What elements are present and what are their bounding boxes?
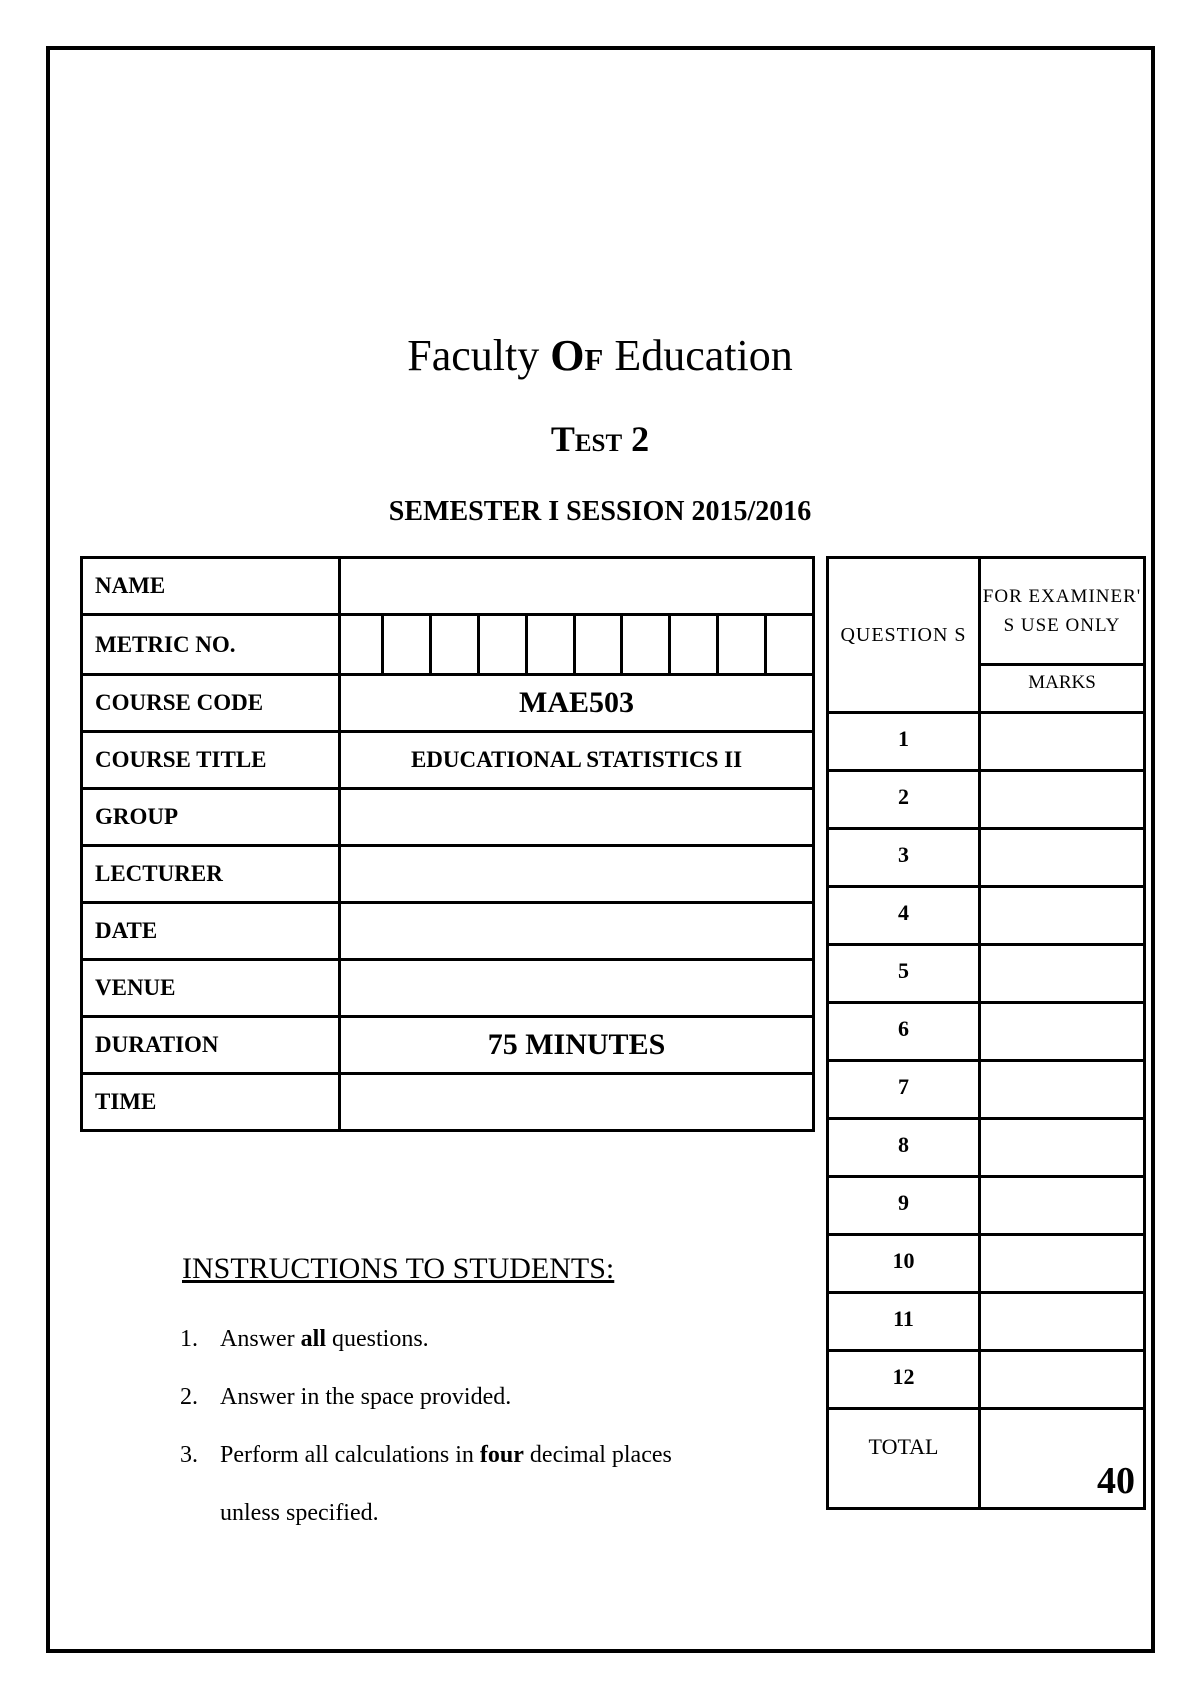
table-row — [82, 1074, 814, 1131]
instruction-text-part: decimal places — [523, 1442, 672, 1468]
marks-cell[interactable] — [980, 1061, 1145, 1119]
instruction-text-emphasis: four — [479, 1442, 524, 1468]
faculty-title-part-1: Faculty — [407, 331, 551, 380]
table-row — [828, 1293, 1145, 1351]
list-item — [180, 1310, 780, 1368]
instruction-number: 1. — [180, 1326, 198, 1352]
faculty-title — [0, 330, 1200, 381]
table-row — [82, 558, 814, 615]
question-number: 4 — [828, 887, 980, 945]
duration-label: DURATION — [82, 1017, 340, 1074]
metric-box[interactable] — [477, 616, 525, 673]
table-row — [82, 615, 814, 675]
table-row — [82, 846, 814, 903]
total-value: 40 — [980, 1409, 1145, 1509]
instruction-text-emphasis: all — [300, 1326, 326, 1352]
marks-cell[interactable] — [980, 1177, 1145, 1235]
marks-cell[interactable] — [980, 829, 1145, 887]
duration-value: 75 MINUTES — [340, 1017, 814, 1074]
metric-no-field[interactable] — [340, 615, 814, 675]
table-row — [828, 829, 1145, 887]
table-row — [82, 789, 814, 846]
table-row — [828, 771, 1145, 829]
metric-box[interactable] — [620, 616, 668, 673]
question-number: 5 — [828, 945, 980, 1003]
marks-cell[interactable] — [980, 887, 1145, 945]
instruction-text — [220, 1310, 780, 1368]
list-item — [180, 1426, 780, 1484]
faculty-title-part-3: Education — [603, 331, 793, 380]
table-row — [828, 1351, 1145, 1409]
metric-no-label: METRIC NO. — [82, 615, 340, 675]
question-number: 9 — [828, 1177, 980, 1235]
table-row — [828, 1119, 1145, 1177]
metric-box[interactable] — [381, 616, 429, 673]
student-info-table — [80, 556, 815, 1132]
date-field[interactable] — [340, 903, 814, 960]
metric-box[interactable] — [668, 616, 716, 673]
venue-field[interactable] — [340, 960, 814, 1017]
lecturer-field[interactable] — [340, 846, 814, 903]
questions-header: QUESTION S — [828, 558, 980, 713]
date-label: DATE — [82, 903, 340, 960]
marks-cell[interactable] — [980, 1293, 1145, 1351]
table-row — [828, 1235, 1145, 1293]
instructions-title: INSTRUCTIONS TO STUDENTS: — [182, 1252, 615, 1285]
table-row — [828, 945, 1145, 1003]
instruction-text — [220, 1426, 780, 1484]
table-row — [82, 960, 814, 1017]
list-item — [180, 1368, 780, 1426]
instruction-number: 2. — [180, 1384, 198, 1410]
question-number: 10 — [828, 1235, 980, 1293]
question-number: 1 — [828, 713, 980, 771]
instruction-text — [220, 1368, 780, 1426]
examiner-use-header: FOR EXAMINER' S USE ONLY — [980, 558, 1145, 665]
course-title-label: COURSE TITLE — [82, 732, 340, 789]
table-row — [82, 1017, 814, 1074]
question-number: 7 — [828, 1061, 980, 1119]
metric-box[interactable] — [573, 616, 621, 673]
metric-box[interactable] — [716, 616, 764, 673]
metric-box[interactable] — [429, 616, 477, 673]
lecturer-label: LECTURER — [82, 846, 340, 903]
instructions-list — [180, 1310, 780, 1542]
marks-cell[interactable] — [980, 1119, 1145, 1177]
table-row — [828, 713, 1145, 771]
instruction-text-part: Perform all calculations in — [220, 1442, 480, 1468]
metric-no-boxes — [341, 616, 812, 673]
list-item — [180, 1484, 780, 1542]
table-row — [82, 675, 814, 732]
time-label: TIME — [82, 1074, 340, 1131]
marks-header: MARKS — [980, 665, 1145, 713]
metric-box[interactable] — [525, 616, 573, 673]
course-title-value: EDUCATIONAL STATISTICS II — [340, 732, 814, 789]
name-label: NAME — [82, 558, 340, 615]
marks-cell[interactable] — [980, 1351, 1145, 1409]
question-number: 11 — [828, 1293, 980, 1351]
instruction-number-blank — [180, 1484, 220, 1542]
marks-cell[interactable] — [980, 945, 1145, 1003]
course-code-value: MAE503 — [340, 675, 814, 732]
venue-label: VENUE — [82, 960, 340, 1017]
name-field[interactable] — [340, 558, 814, 615]
course-code-label: COURSE CODE — [82, 675, 340, 732]
instruction-text-part: Answer in the space provided. — [220, 1384, 512, 1410]
examiner-marks-table — [826, 556, 1146, 1510]
instruction-number: 3. — [180, 1442, 198, 1468]
table-row — [828, 887, 1145, 945]
question-number: 6 — [828, 1003, 980, 1061]
time-field[interactable] — [340, 1074, 814, 1131]
question-number: 3 — [828, 829, 980, 887]
question-number: 8 — [828, 1119, 980, 1177]
marks-cell[interactable] — [980, 1003, 1145, 1061]
marks-cell[interactable] — [980, 771, 1145, 829]
table-row — [828, 558, 1145, 665]
faculty-title-part-2: Of — [550, 331, 604, 380]
instruction-continuation: unless specified. — [220, 1500, 379, 1526]
semester-session: SEMESTER I SESSION 2015/2016 — [388, 496, 812, 527]
table-row — [828, 1177, 1145, 1235]
table-row — [828, 1409, 1145, 1509]
metric-box[interactable] — [764, 616, 812, 673]
table-row — [828, 1003, 1145, 1061]
metric-box[interactable] — [341, 616, 381, 673]
table-row — [82, 903, 814, 960]
question-number: 2 — [828, 771, 980, 829]
test-title: Test 2 — [550, 419, 650, 459]
question-number: 12 — [828, 1351, 980, 1409]
group-field[interactable] — [340, 789, 814, 846]
table-row — [82, 732, 814, 789]
marks-cell[interactable] — [980, 713, 1145, 771]
total-label: TOTAL — [828, 1409, 980, 1509]
instruction-text-part: questions. — [326, 1326, 429, 1352]
group-label: GROUP — [82, 789, 340, 846]
instruction-text-part: Answer — [220, 1326, 301, 1352]
table-row — [828, 1061, 1145, 1119]
marks-cell[interactable] — [980, 1235, 1145, 1293]
